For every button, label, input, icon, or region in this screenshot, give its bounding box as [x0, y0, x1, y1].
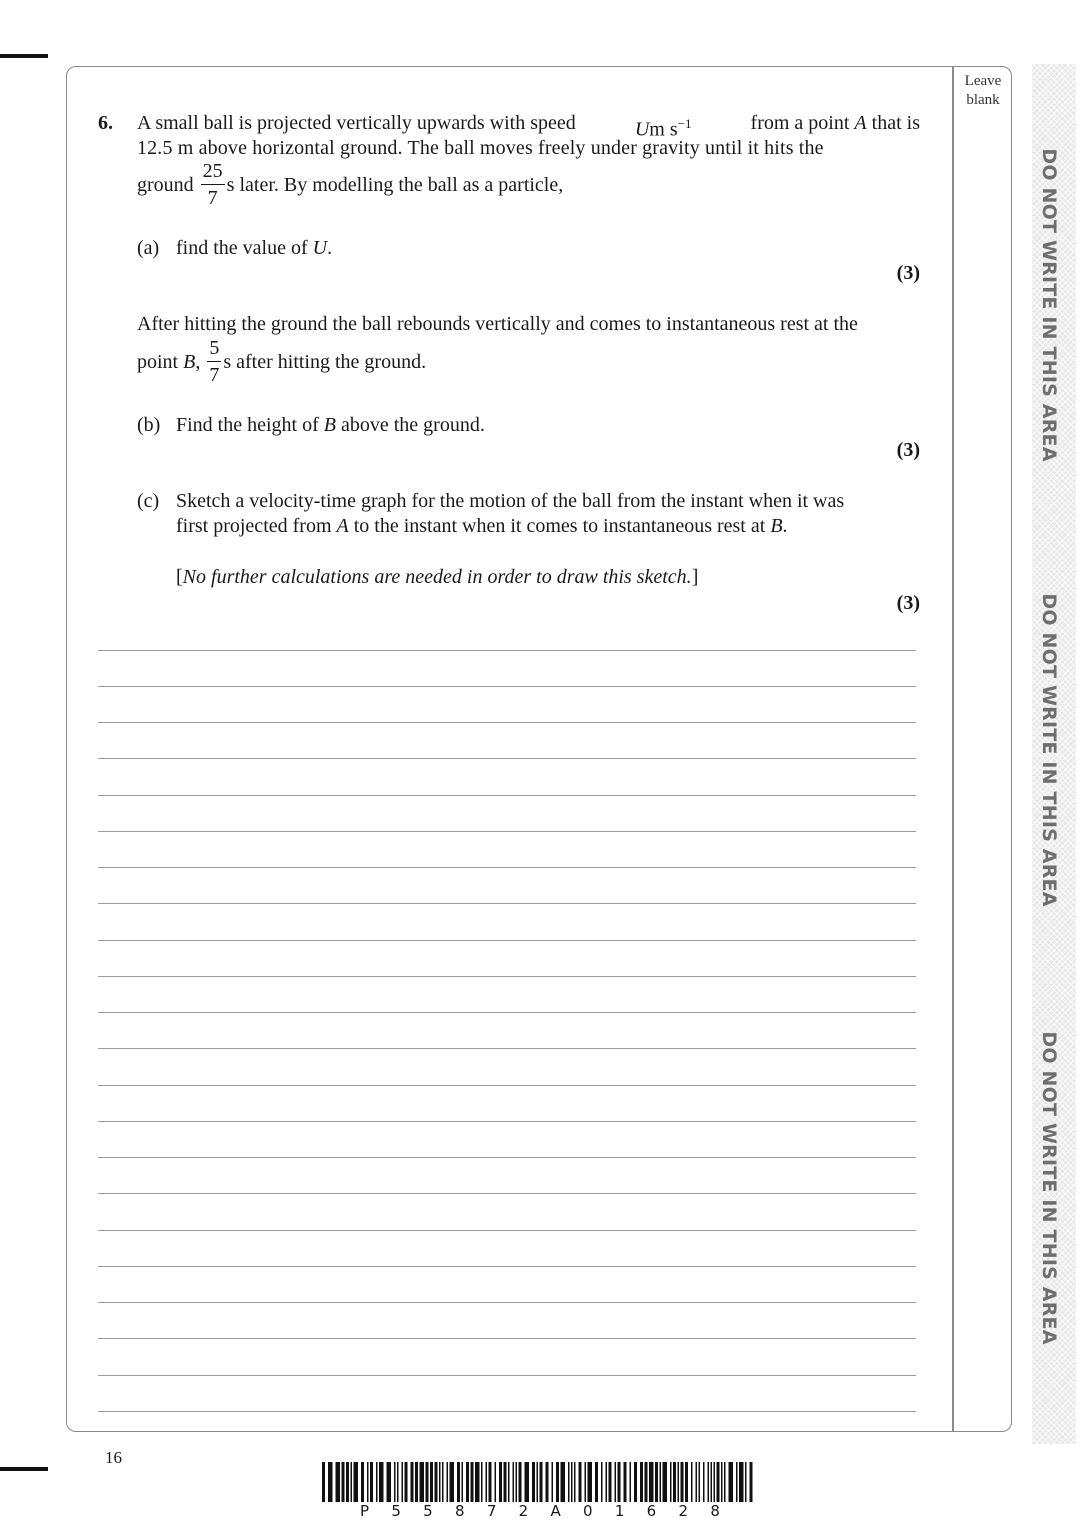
barcode-bar — [645, 1462, 648, 1502]
barcode-bar — [450, 1462, 455, 1502]
fraction-denominator: 7 — [207, 187, 218, 209]
var-B: B — [770, 515, 783, 537]
answer-line[interactable] — [98, 867, 916, 868]
barcode-bar — [351, 1462, 353, 1502]
answer-line[interactable] — [98, 976, 916, 977]
barcode-bar — [489, 1462, 492, 1502]
barcode-bar — [724, 1462, 726, 1502]
barcode-digit: 7 — [486, 1502, 497, 1520]
barcode-bar — [649, 1462, 654, 1502]
barcode-bar — [595, 1462, 598, 1502]
barcode-bar — [685, 1462, 688, 1502]
var-U: U — [634, 118, 650, 141]
answer-frame — [66, 66, 1012, 1432]
barcode-bar — [745, 1462, 747, 1502]
barcode-bar — [537, 1462, 539, 1502]
barcode-bar — [367, 1462, 369, 1502]
answer-line[interactable] — [98, 1012, 916, 1013]
barcode-bar — [405, 1462, 408, 1502]
barcode-bar — [481, 1462, 483, 1502]
barcode-digit: 6 — [646, 1502, 657, 1520]
answer-line[interactable] — [98, 1375, 916, 1376]
barcode-bar — [568, 1462, 570, 1502]
leave-blank-divider — [952, 67, 954, 1431]
barcode-digit: 0 — [583, 1502, 593, 1520]
barcode-bar — [402, 1462, 404, 1502]
part-b-label: (b) — [137, 414, 161, 436]
page-number: 16 — [105, 1448, 122, 1467]
barcode-digit: 8 — [710, 1502, 720, 1520]
var-A: A — [336, 515, 349, 537]
barcode-bar — [750, 1462, 753, 1502]
barcode-bars — [320, 1462, 754, 1502]
barcode-bar — [615, 1462, 617, 1502]
barcode-bar — [696, 1462, 698, 1502]
barcode-bar — [499, 1462, 502, 1502]
barcode-bar — [571, 1462, 573, 1502]
barcode-bar — [486, 1462, 488, 1502]
part-b-marks: (3) — [896, 439, 920, 461]
barcode-bar — [640, 1462, 643, 1502]
answer-line[interactable] — [98, 650, 916, 651]
barcode-bar — [670, 1462, 672, 1502]
var-B: B — [323, 414, 336, 436]
barcode-bar — [457, 1462, 460, 1502]
barcode-bar — [561, 1462, 566, 1502]
intro-ground: ground — [137, 174, 199, 197]
barcode-bar — [714, 1462, 716, 1502]
barcode-bar — [601, 1462, 603, 1502]
intro-text-2: from a point — [750, 112, 855, 134]
part-a-text: find the value of U. — [176, 237, 333, 259]
barcode-bar — [711, 1462, 713, 1502]
barcode-bar — [475, 1462, 480, 1502]
barcode-bar — [516, 1462, 518, 1502]
answer-line[interactable] — [98, 1121, 916, 1122]
barcode-bar — [495, 1462, 497, 1502]
barcode-bar — [681, 1462, 684, 1502]
unit-exponent: −1 — [677, 116, 692, 131]
barcode-bar — [579, 1462, 582, 1502]
barcode-bar — [415, 1462, 418, 1502]
part-c-line-2: first projected from A to the instant when it comes to instantaneous rest at B. — [176, 515, 788, 537]
question-intro-line-2: 12.5 m above horizontal ground. The ball moves freely under gravity until it hits the — [137, 137, 824, 159]
barcode-bar — [426, 1462, 429, 1502]
answer-line[interactable] — [98, 795, 916, 796]
var-A: A — [854, 112, 867, 134]
barcode-bar — [370, 1462, 373, 1502]
barcode-bar — [430, 1462, 433, 1502]
var-U: U — [312, 237, 328, 259]
barcode-bar — [519, 1462, 522, 1502]
part-c-note: [No further calculations are needed in order to draw this sketch.] — [176, 566, 699, 588]
barcode-bar — [525, 1462, 530, 1502]
barcode-bar — [513, 1462, 515, 1502]
barcode-bar — [634, 1462, 637, 1502]
part-b-text: Find the height of B above the ground. — [176, 414, 485, 436]
barcode-bar — [739, 1462, 744, 1502]
barcode-bar — [336, 1462, 341, 1502]
answer-line[interactable] — [98, 940, 916, 941]
part-a-label: (a) — [137, 237, 160, 259]
barcode-bar — [588, 1462, 593, 1502]
answer-line[interactable] — [98, 1193, 916, 1194]
barcode-digit: 2 — [518, 1502, 529, 1520]
barcode-bar — [439, 1462, 441, 1502]
barcode-bar — [552, 1462, 554, 1502]
answer-line[interactable] — [98, 831, 916, 832]
barcode-bar — [585, 1462, 587, 1502]
barcode-bar — [471, 1462, 474, 1502]
answer-line[interactable] — [98, 1338, 916, 1339]
unit-ms: m s — [649, 118, 678, 141]
barcode-bar — [540, 1462, 543, 1502]
fraction-25-over-7 — [201, 161, 225, 208]
question-intro-line-3 — [137, 160, 564, 210]
barcode-bar — [546, 1462, 549, 1502]
answer-line[interactable] — [98, 1411, 916, 1412]
fraction-numerator: 25 — [201, 161, 225, 185]
barcode-digit: 2 — [678, 1502, 689, 1520]
part-c-marks: (3) — [896, 592, 920, 614]
barcode-bar — [729, 1462, 734, 1502]
crop-mark-top — [0, 54, 48, 58]
answer-line[interactable] — [98, 686, 916, 687]
barcode-bar — [678, 1462, 680, 1502]
barcode-digit: 1 — [614, 1502, 625, 1520]
barcode-bar — [721, 1462, 723, 1502]
intro-later: s later. By modelling the ball as a particle, — [226, 174, 564, 197]
rebound-line-1: After hitting the ground the ball rebounds vertically and comes to instantaneous rest at the — [137, 313, 858, 335]
answer-line[interactable] — [98, 758, 916, 759]
barcode-bar — [532, 1462, 535, 1502]
barcode-bar — [442, 1462, 444, 1502]
barcode-bar — [504, 1462, 507, 1502]
barcode-bar — [379, 1462, 384, 1502]
barcode-bar — [703, 1462, 705, 1502]
barcode-bar — [435, 1462, 438, 1502]
barcode-bar — [322, 1462, 325, 1502]
barcode-bar — [397, 1462, 399, 1502]
barcode-bar — [655, 1462, 658, 1502]
part-a-marks: (3) — [896, 262, 920, 284]
part-c-line-1: Sketch a velocity-time graph for the motion of the ball from the instant when it was — [176, 490, 845, 512]
barcode-bar — [673, 1462, 676, 1502]
fraction-5-over-7 — [207, 338, 221, 385]
barcode-bar — [376, 1462, 378, 1502]
part-c-label: (c) — [137, 490, 160, 512]
barcode-bar — [736, 1462, 738, 1502]
answer-line[interactable] — [98, 1230, 916, 1231]
crop-mark-bottom — [0, 1467, 48, 1471]
barcode-bar — [420, 1462, 425, 1502]
barcode-bar — [342, 1462, 345, 1502]
leave-blank-label: Leave blank — [964, 73, 1002, 108]
barcode-bar — [346, 1462, 349, 1502]
barcode-bar — [556, 1462, 559, 1502]
barcode-bar — [462, 1462, 464, 1502]
barcode-bar — [361, 1462, 364, 1502]
barcode-digit: 8 — [454, 1502, 465, 1520]
barcode-digit: 5 — [423, 1502, 433, 1520]
barcode-bar — [618, 1462, 621, 1502]
answer-line[interactable] — [98, 722, 916, 723]
answer-line[interactable] — [98, 1302, 916, 1303]
answer-line[interactable] — [98, 1085, 916, 1086]
answer-line[interactable] — [98, 1048, 916, 1049]
barcode-digit: A — [550, 1502, 561, 1520]
fraction-numerator: 5 — [207, 338, 221, 362]
var-B: B — [183, 351, 196, 374]
barcode-bar — [328, 1462, 333, 1502]
barcode-bar — [630, 1462, 632, 1502]
answer-line[interactable] — [98, 1266, 916, 1267]
answer-line[interactable] — [98, 903, 916, 904]
question-number: 6. — [98, 112, 113, 134]
barcode-bar — [624, 1462, 627, 1502]
barcode-bar — [508, 1462, 510, 1502]
barcode-bar — [609, 1462, 612, 1502]
answer-line[interactable] — [98, 1157, 916, 1158]
barcode-bar — [574, 1462, 576, 1502]
barcode-digit: P — [360, 1502, 370, 1520]
barcode-bar — [447, 1462, 449, 1502]
barcode-bar — [691, 1462, 693, 1502]
barcode-bar — [660, 1462, 662, 1502]
intro-text-3: that is — [866, 112, 920, 134]
fraction-denominator: 7 — [209, 364, 220, 386]
barcode-bar — [411, 1462, 414, 1502]
barcode-bar — [717, 1462, 720, 1502]
barcode-bar — [708, 1462, 710, 1502]
barcode-bar — [699, 1462, 701, 1502]
barcode-bar — [466, 1462, 469, 1502]
rebound-line-2: point B, $\frac{5}{7}$ s after hitting the ground. — [137, 337, 427, 386]
barcode-bar — [663, 1462, 668, 1502]
barcode-bar — [387, 1462, 392, 1502]
barcode-bar — [354, 1462, 359, 1502]
barcode-bar — [394, 1462, 396, 1502]
intro-text-1: A small ball is projected vertically upwards with speed — [137, 112, 576, 134]
barcode-bar — [606, 1462, 608, 1502]
barcode-digit: 5 — [391, 1502, 401, 1520]
barcode-digits — [360, 1502, 720, 1520]
